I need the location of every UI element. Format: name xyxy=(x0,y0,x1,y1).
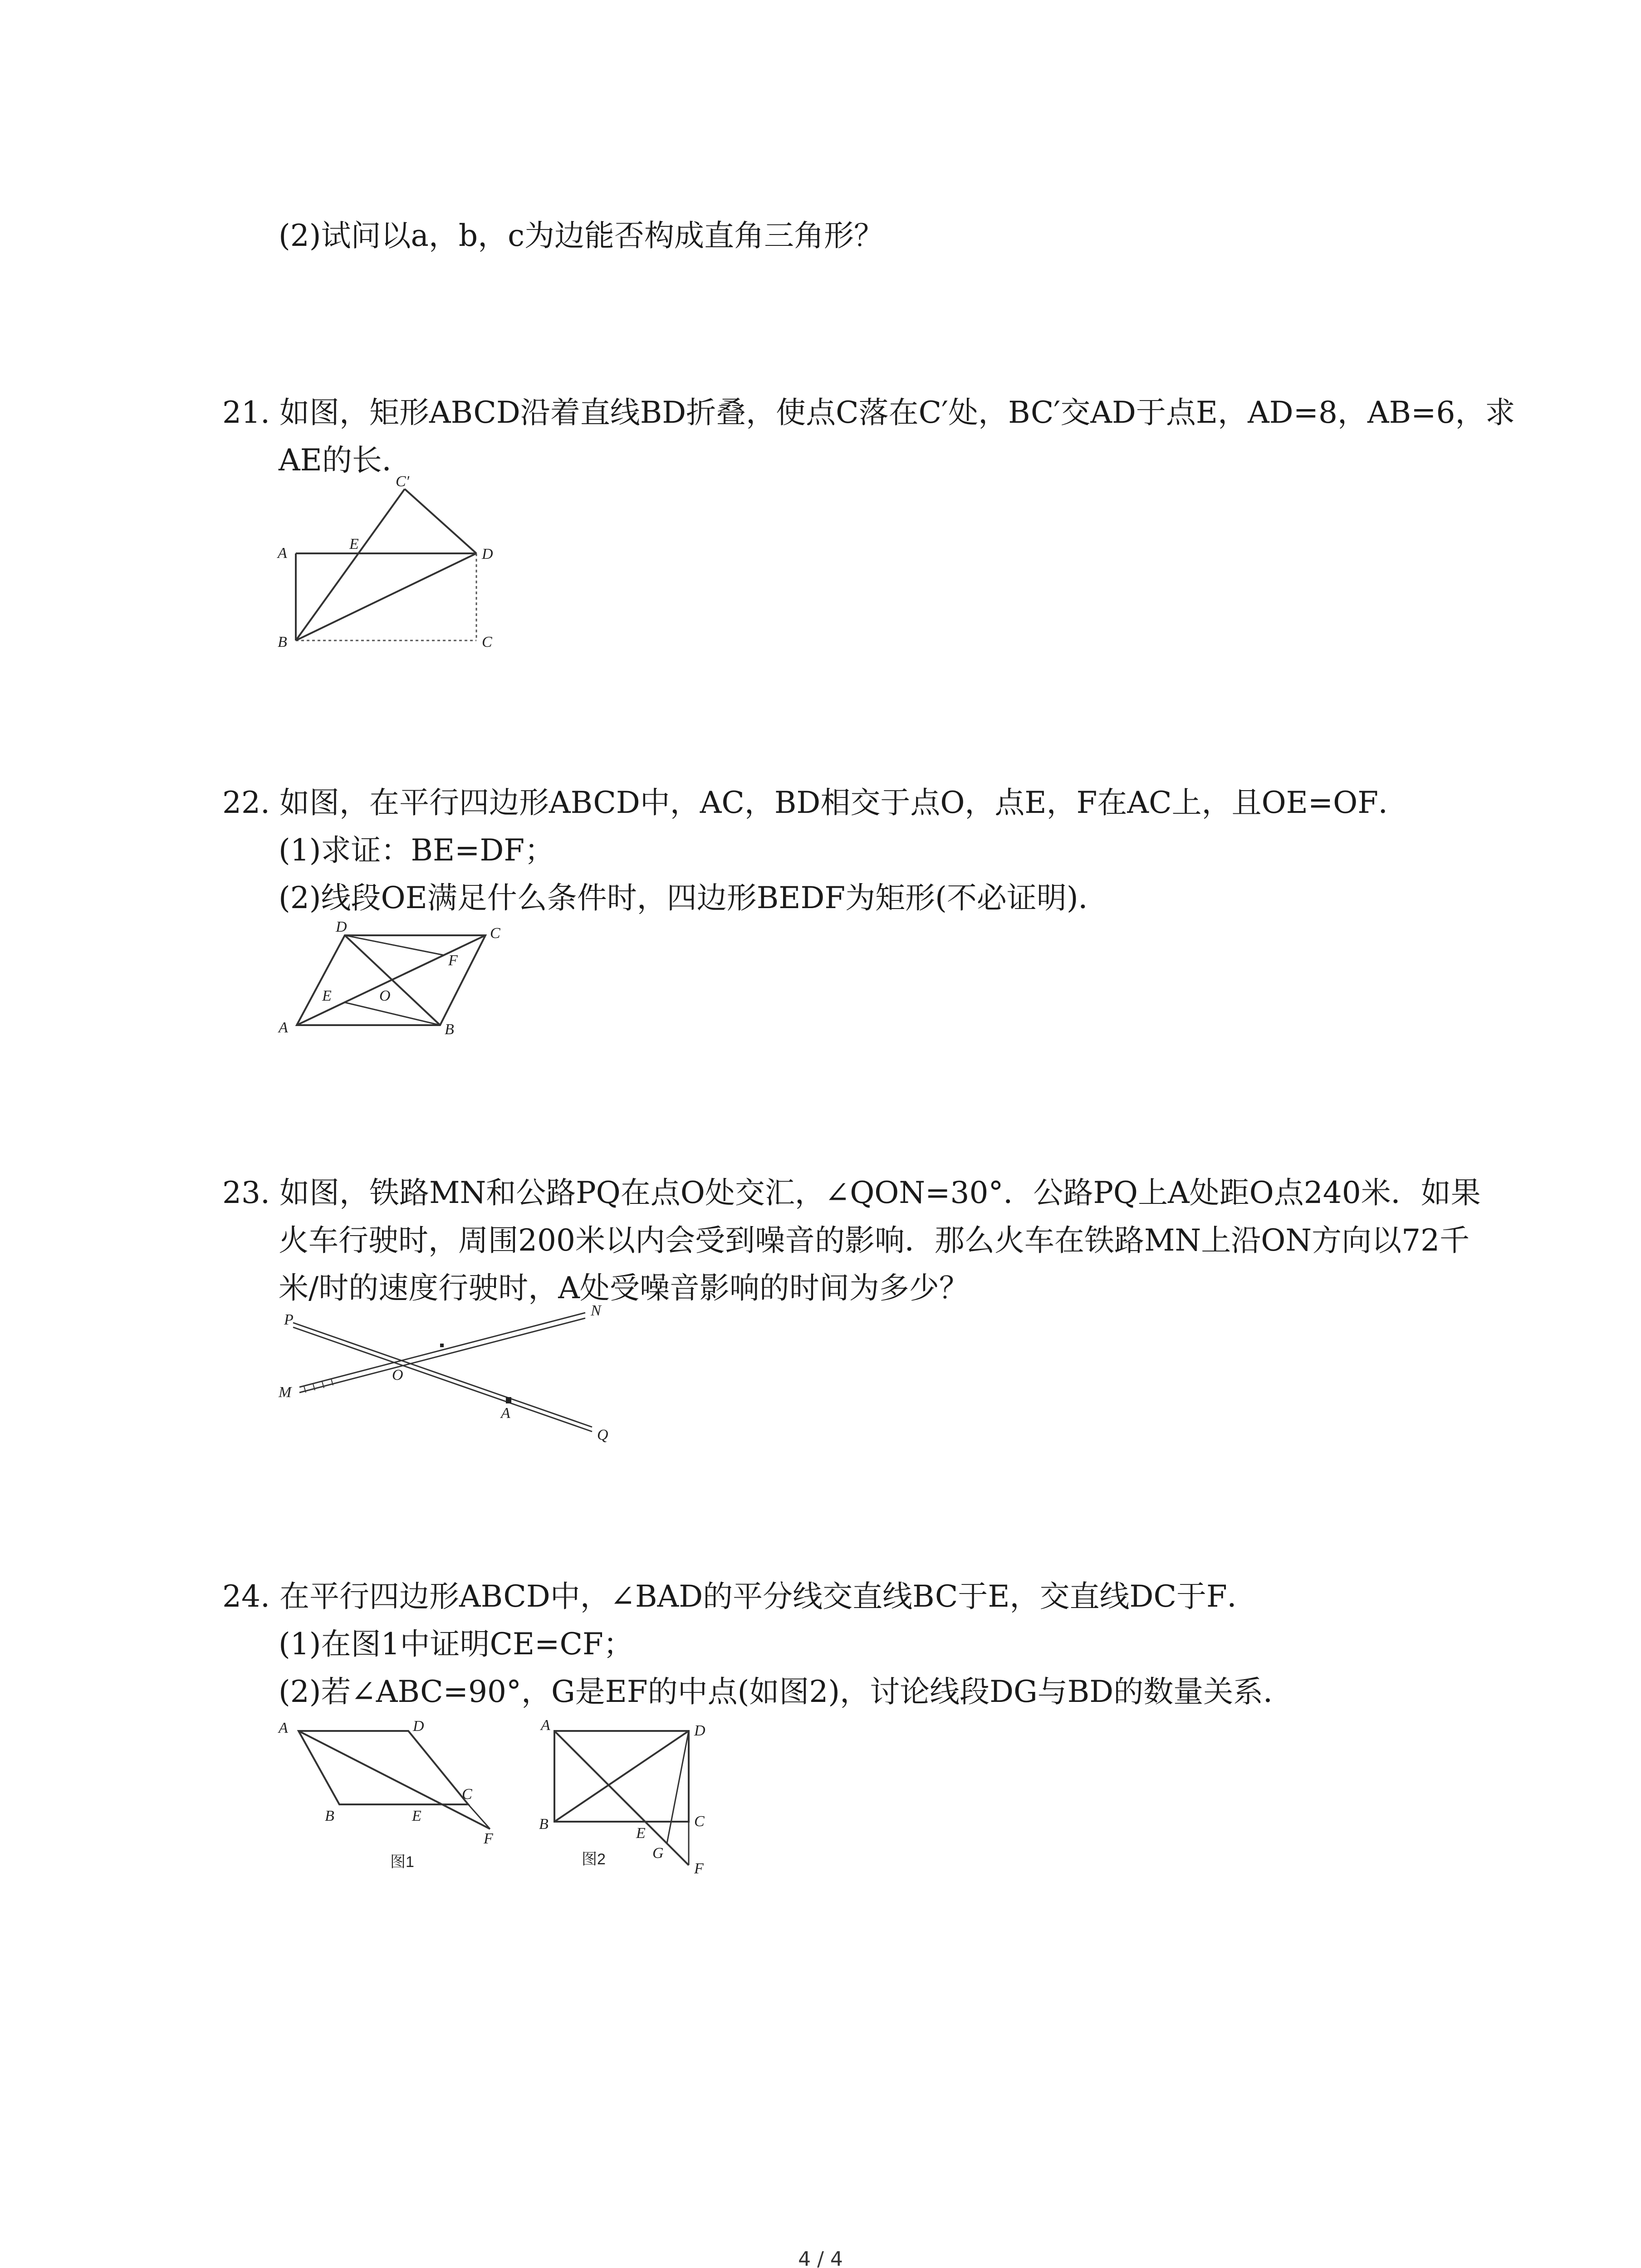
q24-stem-line1: 24. 在平行四边形ABCD中，∠BAD的平分线交直线BC于E，交直线DC于F． xyxy=(222,1579,1257,1614)
q21-label-d: D xyxy=(482,546,493,562)
q21-label-c-prime: C′ xyxy=(396,473,410,490)
q24-fig2-label-d: D xyxy=(694,1722,705,1739)
q22-stem-line1: 22. 如图，在平行四边形ABCD中，AC，BD相交于点O，点E，F在AC上，且OE=OF． xyxy=(222,785,1409,820)
q22-part1: (1)求证：BE=DF； xyxy=(279,833,555,868)
q24-fig1-label-f: F xyxy=(484,1830,493,1847)
q23-label-p: P xyxy=(284,1311,294,1328)
q22-label-a: A xyxy=(279,1019,288,1036)
q23-label-o: O xyxy=(392,1367,403,1383)
q22-label-o: O xyxy=(379,987,391,1004)
q24-figure-1 xyxy=(272,1710,508,1873)
q24-fig2-label-e: E xyxy=(636,1825,646,1842)
q24-figure-2 xyxy=(531,1710,703,1878)
q21-label-e: E xyxy=(349,536,359,552)
q24-fig1-label-d: D xyxy=(413,1718,424,1735)
q24-fig1-label-c: C xyxy=(462,1786,472,1803)
q23-railway-road-figure xyxy=(272,1302,626,1452)
q24-fig1-label-a: A xyxy=(279,1720,288,1736)
q23-stem-line1: 23. 如图，铁路MN和公路PQ在点O处交汇，∠QON=30°．公路PQ上A处距O点240米．如果 xyxy=(222,1175,1481,1210)
q23-label-n: N xyxy=(591,1302,601,1319)
q24-fig2-label-g: G xyxy=(652,1845,664,1862)
q23-label-m: M xyxy=(279,1384,292,1401)
q23-stem-line2: 火车行驶时，周围200米以内会受到噪音的影响．那么火车在铁路MN上沿ON方向以72千 xyxy=(279,1223,1470,1258)
q24-fig2-caption: 图2 xyxy=(582,1851,606,1868)
q21-stem-line1: 21. 如图，矩形ABCD沿着直线BD折叠，使点C落在C′处，BC′交AD于点E，AD=8，AB=6，求 xyxy=(222,395,1515,430)
q24-fig2-label-a: A xyxy=(541,1717,550,1734)
q23-stem-line3: 米/时的速度行驶时，A处受噪音影响的时间为多少？ xyxy=(279,1271,969,1305)
q24-fig2-label-c: C xyxy=(694,1813,705,1830)
q22-label-e: E xyxy=(322,987,332,1004)
q24-part1: (1)在图1中证明CE=CF； xyxy=(279,1627,633,1662)
q24-fig2-label-b: B xyxy=(539,1816,549,1833)
q24-fig2-label-f: F xyxy=(694,1860,704,1877)
q23-label-a: A xyxy=(501,1405,510,1422)
q20-part2: (2)试问以a，b，c为边能否构成直角三角形？ xyxy=(279,218,884,253)
q24-fig1-label-b: B xyxy=(325,1808,334,1824)
q22-label-c: C xyxy=(490,925,500,942)
q24-part2: (2)若∠ABC=90°，G是EF的中点(如图2)，讨论线段DG与BD的数量关系． xyxy=(279,1674,1293,1709)
q24-fig1-label-e: E xyxy=(412,1808,421,1824)
q21-label-a: A xyxy=(278,545,287,562)
q22-label-b: B xyxy=(445,1021,454,1038)
q21-stem-line2: AE的长． xyxy=(279,443,412,478)
q21-label-b: B xyxy=(278,634,287,650)
q22-label-f: F xyxy=(448,952,458,969)
q21-label-c: C xyxy=(482,634,492,650)
q24-fig1-caption: 图1 xyxy=(390,1853,414,1871)
q22-label-d: D xyxy=(336,919,347,935)
q22-parallelogram-figure xyxy=(272,916,526,1043)
q21-rectangle-fold-figure xyxy=(272,473,508,662)
page-number: 4 / 4 xyxy=(798,2248,843,2268)
q23-label-q: Q xyxy=(597,1427,608,1443)
q22-part2: (2)线段OE满足什么条件时，四边形BEDF为矩形(不必证明)． xyxy=(279,880,1108,915)
